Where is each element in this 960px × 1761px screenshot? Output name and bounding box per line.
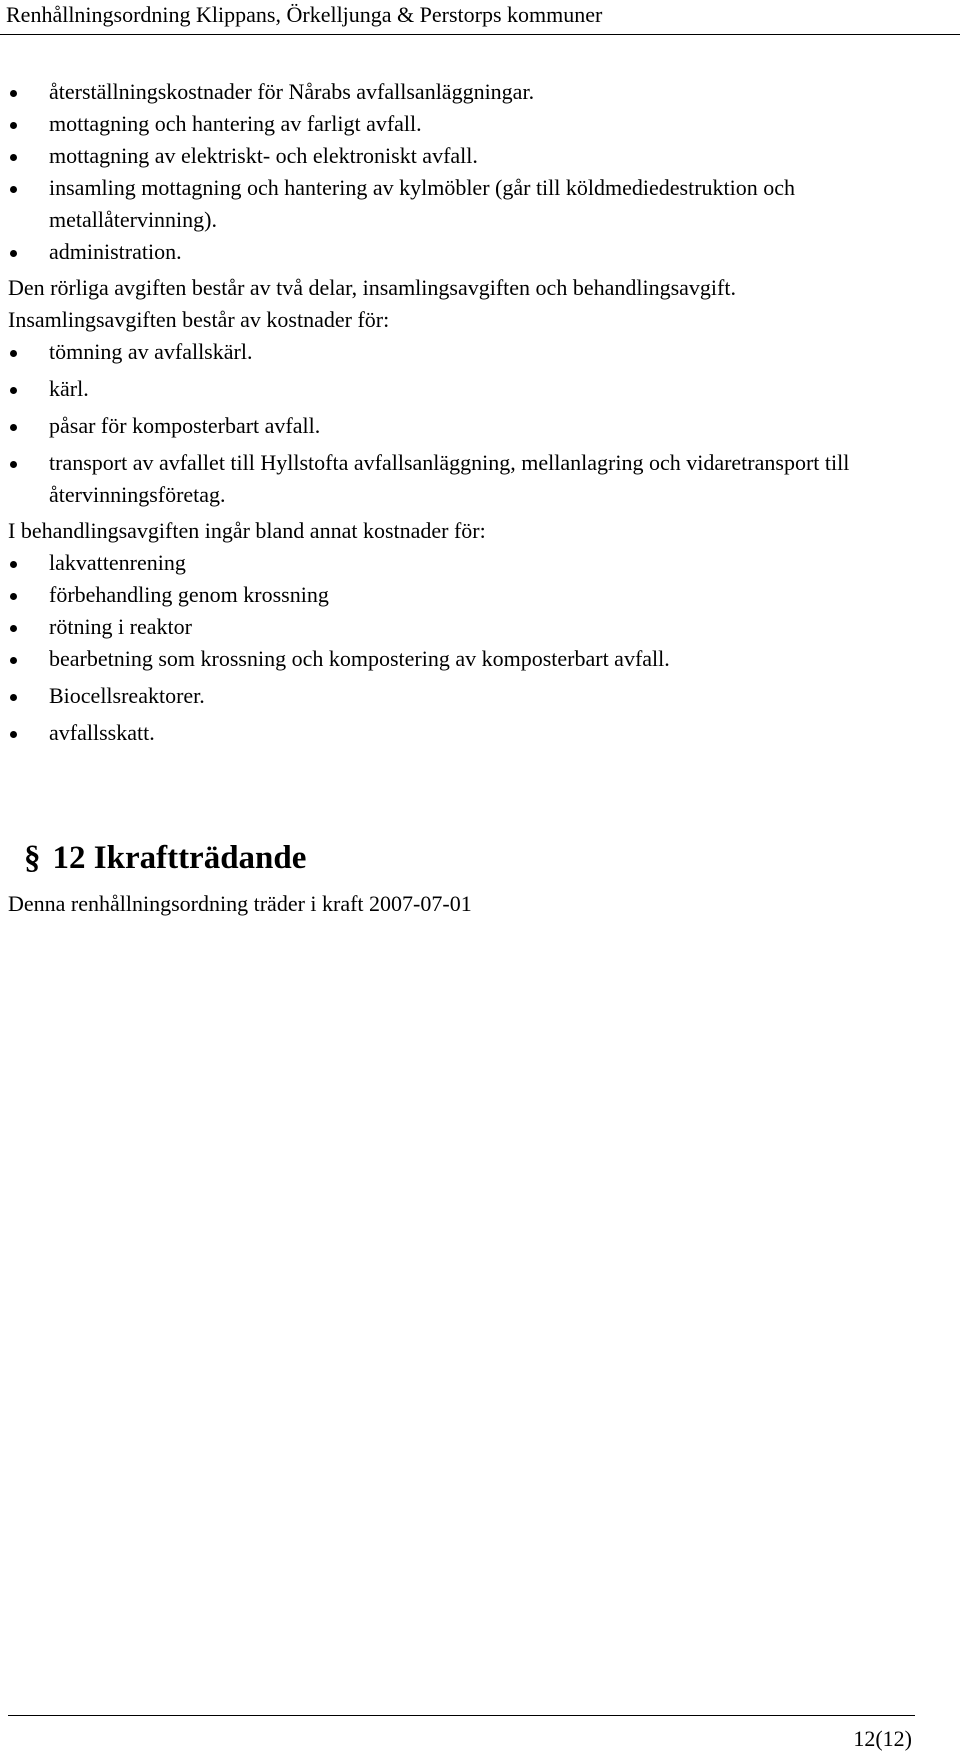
page-header — [0, 0, 960, 35]
list-item — [8, 643, 948, 675]
list-item-text: bearbetning som krossning och kompostering av komposterbart avfall. — [49, 646, 670, 671]
list-item — [8, 236, 948, 268]
bullet-icon — [10, 461, 17, 468]
bullet-icon — [10, 731, 17, 738]
section-heading — [24, 838, 306, 878]
list-item — [8, 140, 948, 172]
bullet-icon — [10, 593, 17, 600]
list-item — [8, 680, 948, 712]
list-item-text: insamling mottagning och hantering av kylmöbler (går till köldmediedestruktion och metallåtervinning). — [49, 175, 796, 232]
bullet-icon — [10, 625, 17, 632]
bullet-icon — [10, 122, 17, 129]
bullet-icon — [10, 694, 17, 701]
bullet-icon — [10, 154, 17, 161]
bullet-icon — [10, 350, 17, 357]
list-item-text: förbehandling genom krossning — [49, 582, 329, 607]
list-item-text: återställningskostnader för Nårabs avfallsanläggningar. — [49, 79, 535, 104]
list-item — [8, 717, 948, 749]
list-item-text: mottagning av elektriskt- och elektroniskt avfall. — [49, 143, 478, 168]
list-item-text: Biocellsreaktorer. — [49, 683, 205, 708]
paragraph-sign: § — [24, 840, 41, 876]
list-item-text: lakvattenrening — [49, 550, 186, 575]
page-number: 12(12) — [853, 1726, 912, 1751]
paragraph-collection-fee: Insamlingsavgiften består av kostnader för: — [8, 307, 390, 332]
list-item-text: kärl. — [49, 376, 89, 401]
bullet-icon — [10, 250, 17, 257]
header-title: Renhållningsordning Klippans, Örkelljunga & Perstorps kommuner — [6, 2, 603, 27]
list-item — [8, 336, 948, 368]
list-item-text: avfallsskatt. — [49, 720, 155, 745]
list-item — [8, 579, 948, 611]
list-item — [8, 447, 948, 511]
list-item-text: påsar för komposterbart avfall. — [49, 413, 321, 438]
list-item — [8, 611, 948, 643]
list-item-text: administration. — [49, 239, 182, 264]
document-body — [8, 76, 948, 749]
bullet-icon — [10, 186, 17, 193]
bullet-list-collection — [8, 336, 948, 511]
list-item-text: tömning av avfallskärl. — [49, 339, 253, 364]
bullet-icon — [10, 387, 17, 394]
list-item — [8, 76, 948, 108]
list-item — [8, 410, 948, 442]
list-item — [8, 373, 948, 405]
list-item-text: transport av avfallet till Hyllstofta avfallsanläggning, mellanlagring och vidaretransport till återvinningsföretag. — [49, 450, 850, 507]
list-item-text: mottagning och hantering av farligt avfall. — [49, 111, 422, 136]
section-heading-text: 12 Ikraftträdande — [52, 840, 307, 876]
bullet-icon — [10, 90, 17, 97]
list-item — [8, 547, 948, 579]
bullet-icon — [10, 657, 17, 664]
footer-divider — [8, 1715, 915, 1716]
bullet-list-treatment — [8, 547, 948, 749]
bullet-icon — [10, 424, 17, 431]
bullet-icon — [10, 561, 17, 568]
list-item — [8, 108, 948, 140]
paragraph-variable-fee: Den rörliga avgiften består av två delar, insamlingsavgiften och behandlingsavgift. — [8, 275, 736, 300]
list-item-text: rötning i reaktor — [49, 614, 192, 639]
section-body-text: Denna renhållningsordning träder i kraft 2007-07-01 — [8, 891, 472, 916]
bullet-list-fees — [8, 76, 948, 268]
list-item — [8, 172, 948, 236]
paragraph-treatment-fee: I behandlingsavgiften ingår bland annat kostnader för: — [8, 518, 486, 543]
